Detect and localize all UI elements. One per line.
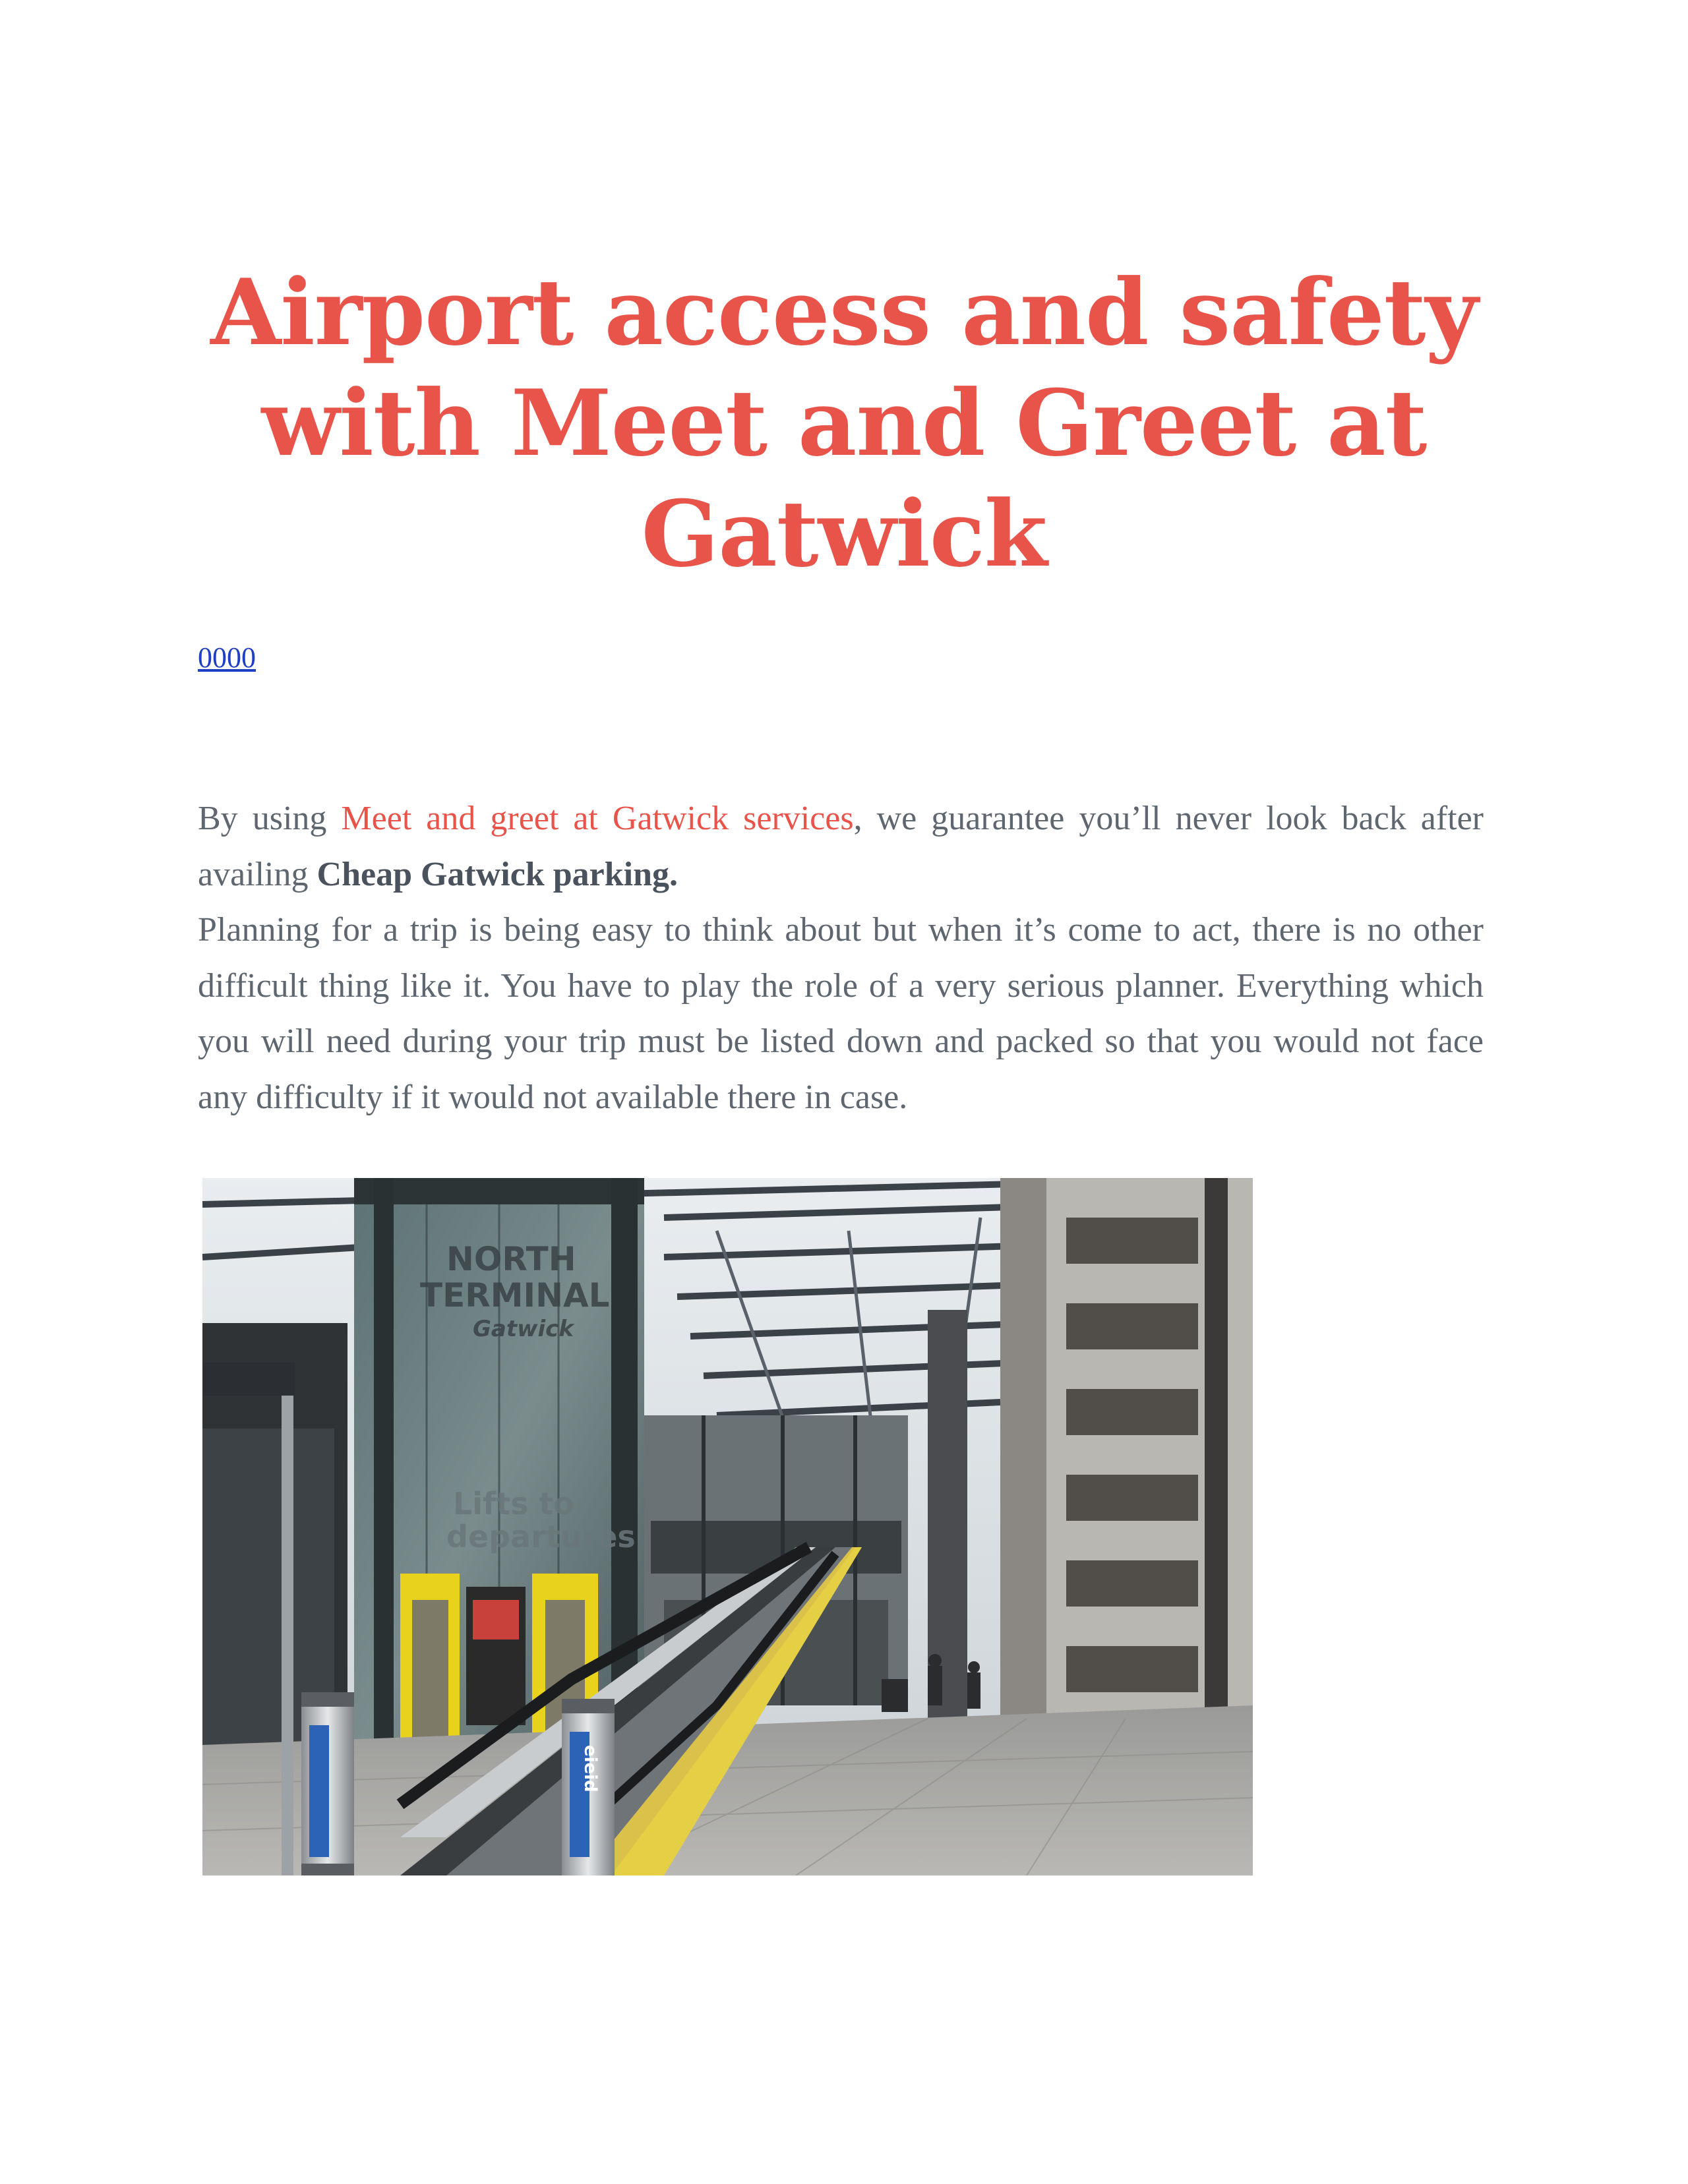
bollard-left bbox=[301, 1692, 354, 1875]
paragraph-2: Planning for a trip is being easy to think about but when it’s come to act, there is no other difficult thing like it. You have to play the role of a very serious planner. Everything which you will need during your trip must be listed down and packed so that you would not face any difficulty if it would not available there in case. bbox=[198, 911, 1484, 1116]
title-line-1: Airport access and safety bbox=[210, 258, 1478, 366]
terminal-photo bbox=[202, 1178, 1253, 1875]
sign-line-north: NORTH bbox=[446, 1240, 576, 1278]
cheap-parking-bold: Cheap Gatwick parking. bbox=[316, 855, 678, 893]
glass-text-lifts: Lifts to bbox=[453, 1486, 575, 1521]
terminal-photo-illustration bbox=[202, 1178, 1253, 1875]
bollard-text: eieid bbox=[580, 1745, 600, 1792]
bollard-middle bbox=[562, 1699, 615, 1875]
paragraph-1-prefix: By using bbox=[198, 800, 342, 837]
sign-line-terminal: TERMINAL bbox=[420, 1276, 610, 1314]
paragraph-1-middle: , we guarantee you’ll never look back after availing bbox=[198, 800, 1484, 893]
paragraph-1 bbox=[198, 791, 1484, 902]
meet-and-greet-link[interactable]: Meet and greet at Gatwick services bbox=[341, 800, 854, 837]
body-text bbox=[198, 791, 1484, 1125]
sign-line-gatwick: Gatwick bbox=[473, 1316, 574, 1342]
title-line-3: Gatwick bbox=[641, 480, 1047, 587]
code-link[interactable]: 0000 bbox=[198, 641, 256, 674]
title-line-2: with Meet and Greet at bbox=[261, 369, 1427, 477]
glass-text-departures: departures bbox=[446, 1519, 636, 1554]
document-title bbox=[191, 257, 1497, 589]
